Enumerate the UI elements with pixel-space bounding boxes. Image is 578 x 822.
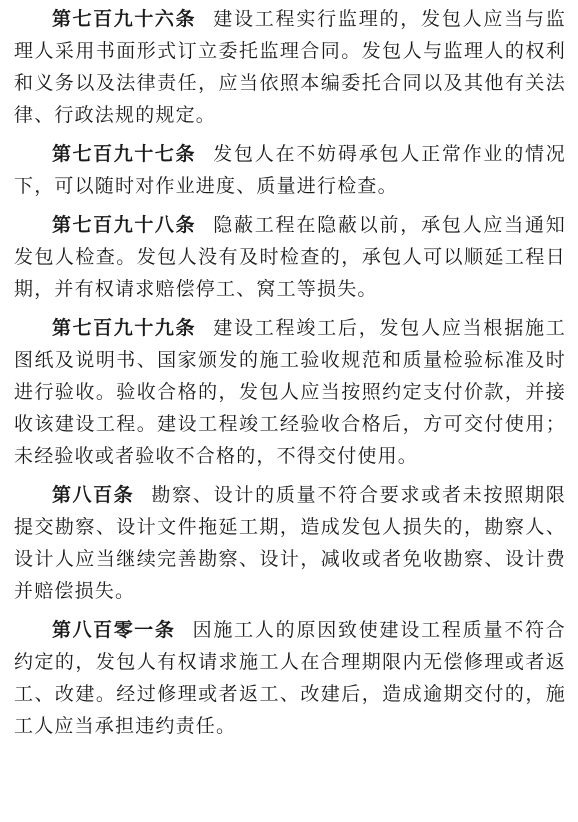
article-text: 因施工人的原因致使建设工程质量不符合约定的，发包人有权请求施工人在合理期限内无偿修理或者返工、改建。经过修理或者返工、改建后，造成逾期交付的，施工人应当承担违约责任。 — [14, 619, 566, 737]
article-number: 第八百零一条 — [52, 619, 176, 641]
article-number: 第七百九十七条 — [52, 143, 197, 165]
article-text: 发包人在不妨碍承包人正常作业的情况下，可以随时对作业进度、质量进行检查。 — [14, 143, 566, 197]
article-796 — [14, 3, 566, 131]
article-799 — [14, 312, 566, 472]
article-number: 第七百九十六条 — [52, 8, 197, 30]
article-798 — [14, 209, 566, 305]
article-797 — [14, 138, 566, 202]
article-text: 隐蔽工程在隐蔽以前，承包人应当通知发包人检查。发包人没有及时检查的，承包人可以顺延工程日期，并有权请求赔偿停工、窝工等损失。 — [14, 214, 566, 300]
article-text: 建设工程竣工后，发包人应当根据施工图纸及说明书、国家颁发的施工验收规范和质量检验标准及时进行验收。验收合格的，发包人应当按照约定支付价款，并接收该建设工程。建设工程竣工经验收合格后，方可交付使用；未经验收或者验收不合格的，不得交付使用。 — [14, 317, 566, 467]
article-number: 第八百条 — [52, 484, 135, 506]
article-800 — [14, 479, 566, 607]
article-text: 建设工程实行监理的，发包人应当与监理人采用书面形式订立委托监理合同。发包人与监理人的权利和义务以及法律责任，应当依照本编委托合同以及其他有关法律、行政法规的规定。 — [14, 8, 566, 126]
article-number: 第七百九十八条 — [52, 214, 197, 236]
article-text: 勘察、设计的质量不符合要求或者未按照期限提交勘察、设计文件拖延工期，造成发包人损失的，勘察人、设计人应当继续完善勘察、设计，减收或者免收勘察、设计费并赔偿损失。 — [14, 484, 566, 602]
article-801 — [14, 614, 566, 742]
document-page — [14, 3, 566, 742]
article-number: 第七百九十九条 — [52, 317, 197, 339]
